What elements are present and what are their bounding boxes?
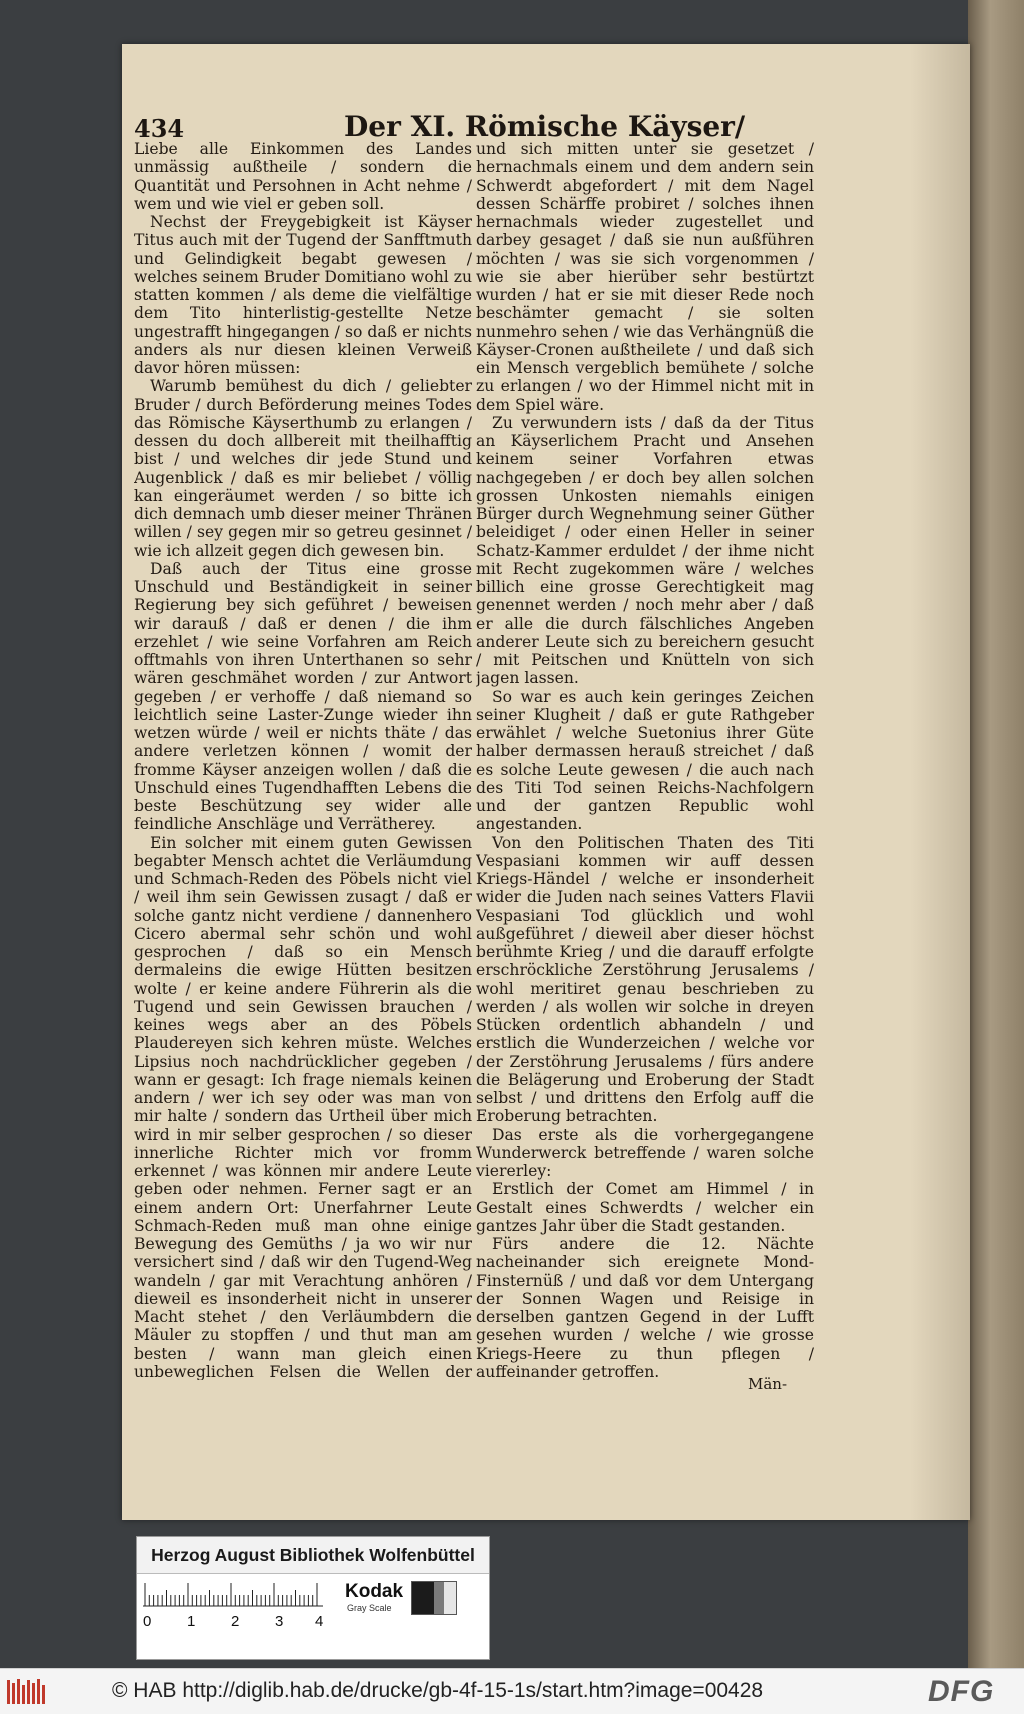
dfg-logo: DFG <box>928 1675 995 1708</box>
gray-patch-mid <box>434 1582 444 1614</box>
library-color-card <box>136 1536 490 1660</box>
paragraph: Erstlich der Comet am Himmel / in Gestalt eines Schwerdts / welcher ein gantzes Jahr über die Stadt gestanden. <box>476 1180 814 1235</box>
footer-copyright-link[interactable]: © HAB http://diglib.hab.de/drucke/gb-4f-15-1s/start.htm?image=00428 <box>112 1679 764 1702</box>
text-column-right <box>476 140 814 1380</box>
paragraph: Das erste als die vorhergegangene Wunderwerck betreffende / waren solche viererley: <box>476 1125 814 1180</box>
gray-patch-dark <box>412 1582 434 1614</box>
paragraph: Von den Politischen Thaten des Titi Vespasiani kommen wir auff dessen Kriegs-Händel / welche er insonderheit wider die Juden nach seines Vatters Flavii Vespasiani Tod glücklich und wohl außgeführet / dieweil aber dieser höchst berühmte Krieg / und die darauff erfolgte erschröckliche Zerstöhrung Jerusalems / wohl meritiret genau beschrieben zu werden / als wollen wir solche in dreyen Stücken ordentlich abhandeln / und erstlich die Wunderzeichen / welche vor der Zerstöhrung Jerusalems / fürs andere die Belägerung und Eroberung der Stadt selbst / und drittens den Erfolg auff die Eroberung betrachten. <box>476 833 814 1126</box>
paragraph: Daß auch der Titus eine grosse Unschuld und Beständigkeit in seiner Regierung bey sich geführet / beweisen wir darauß / daß er denen / die ihm erzehlet / wie seine Vorfahren am Reich offtmahls von ihren Unterthanen so sehr wären geschmähet worden / zur Antwort gegeben / er verhoffe / daß niemand so leichtlich seine Laster-Zunge wieder ihn wetzen würde / weil er nichts thäte / das andere verletzen können / womit der fromme Käyser anzeigen wollen / daß die Unschuld eines Tugendhafften Lebens die beste Beschützung sey wider alle feindliche Anschläge und Verrätherey. <box>134 559 472 834</box>
kodak-gray-scale-label: Gray Scale <box>347 1603 392 1613</box>
hab-logo-icon <box>6 1677 50 1707</box>
ruler-digits <box>143 1613 333 1633</box>
paragraph: Zu verwundern ists / daß da der Titus an Käyserlichem Pracht und Ansehen keinem seiner Vorfahren etwas nachgegeben / er doch bey allen solchen grossen Unkosten niemahls einigen Bürger durch Wegnehmung seiner Güther beleidiget / oder einen Heller in seiner Schatz-Kammer erduldet / der ihme nicht mit Recht zugekommen wäre / welches billich eine grosse Gerechtigkeit mag genennet werden / noch mehr aber / daß er alle die durch fälschliches Angeben anderer Leute sich zu bereichern gesucht / mit Peitschen und Knütteln von sich jagen lassen. <box>476 413 814 688</box>
running-title: Der XI. Römische Käyser/ <box>344 110 746 143</box>
paragraph: Liebe alle Einkommen des Landes unmässig außtheile / sondern die Quantität und Persohnen in Acht nehme / wem und wie viel er geben soll. <box>134 140 472 213</box>
ruler-digit: 0 <box>143 1613 152 1630</box>
gray-patch-light <box>444 1582 456 1614</box>
page-number: 434 <box>134 114 185 143</box>
ruler-digit: 1 <box>187 1613 196 1630</box>
paragraph: Fürs andere die 12. Nächte nacheinander sich ereignete Mond-Finsternüß / und daß vor dem Untergang der Sonnen Wagen und Reisige in derselben gantzen Gegend in der Lufft gesehen wurden / welche / wie grosse Kriegs-Heere zu thun pflegen / auffeinander getroffen. <box>476 1235 814 1380</box>
gray-scale-swatch <box>411 1581 457 1615</box>
ruler-digit: 4 <box>315 1613 324 1630</box>
library-name: Herzog August Bibliothek Wolfenbüttel <box>137 1537 489 1574</box>
paragraph: So war es auch kein geringes Zeichen seiner Klugheit / daß er gute Rathgeber erwählet / welche Suetonius ihrer Güte halber dermassen herauß streichet / daß es solche Leute gewesen / die auch nach des Titi Tod seinen Reichs-Nachfolgern und der gantzen Republic wohl angestanden. <box>476 687 814 834</box>
paragraph: Ein solcher mit einem guten Gewissen begabter Mensch achtet die Verläumdung und Schmach-Reden des Pöbels nicht viel / weil ihm sein Gewissen zusagt / daß er solche gantz nicht verdiene / dannenhero Cicero abermal sehr schön und wohl gesprochen / daß so ein Mensch dermaleins die ewige Hütten besitzen wolte / er keine andere Führerin als die Tugend und sein Gewissen brauchen / keines wegs aber an des Pöbels Plaudereyen sich kehren müste. Welches Lipsius noch nachdrücklicher gegeben / wann er gesagt: Ich frage niemals keinen andern / wer ich sey oder was man von mir halte / sondern das Urtheil über mich wird in mir selber gesprochen / so dieser innerliche Richter mich vor fromm erkennet / was können mir andere Leute geben oder nehmen. Ferner sagt er an einem andern Ort: Unerfahrner Leute Schmach-Reden muß man ohne einige Bewegung des Gemüths / ja wo wir nur versichert sind / daß wir den Tugend-Weg wandeln / gar mit Verachtung anhören / dieweil es insonderheit nicht in unserer Macht stehet / den Verläumbdern die Mäuler zu stopffen / und thut man am besten / wann man gleich einen unbeweglichen Felsen die Wellen der <box>134 833 472 1380</box>
kodak-brand: Kodak <box>345 1581 404 1602</box>
paragraph: Nechst der Freygebigkeit ist Käyser Titus auch mit der Tugend der Sanfftmuth und Gelindigkeit begabt gewesen / welches seinem Bruder Domitiano wohl zu statten kommen / als deme die vielfältige dem Tito hinterlistig-gestellte Netze ungestrafft hingegangen / so daß er nichts anders als nur diesen kleinen Verweiß davor hören müssen: <box>134 213 472 377</box>
next-page-edge <box>968 0 1024 1668</box>
ruler-digit: 2 <box>231 1613 240 1630</box>
ruler-digit: 3 <box>275 1613 284 1630</box>
footer-bar <box>0 1668 1024 1714</box>
paragraph: Warumb bemühest du dich / geliebter Bruder / durch Beförderung meines Todes das Römische Käyserthumb zu erlangen / dessen du doch allbereit mit theilhafftig bist / und welches dir jede Stund und Augenblick / daß es mir beliebet / völlig kan eingeräumet werden / so bitte ich dich demnach umb dieser meiner Thränen willen / sey gegen mir so getreu gesinnet / wie ich allzeit gegen dich gewesen bin. <box>134 377 472 560</box>
ruler-icon <box>143 1581 323 1607</box>
paragraph: und sich mitten unter sie gesetzet / hernachmals einem und dem andern sein Schwerdt abgefordert / mit dem Nagel dessen Schärffe probiret / solches ihnen hernachmals wieder zugestellet und darbey gesaget / daß sie nun außführen möchten / was sie sich vorgenommen / wie sie aber hierüber sehr bestürtzt wurden / hat er sie mit dieser Rede noch beschämter gemacht / sie solten nunmehro sehen / wie das Verhängnüß die Käyser-Cronen außtheilete / und daß sich ein Mensch vergeblich bemühete / solche zu erlangen / wo der Himmel nicht mit in dem Spiel wäre. <box>476 140 814 414</box>
text-column-left <box>134 140 472 1380</box>
catchword: Män- <box>748 1375 788 1393</box>
